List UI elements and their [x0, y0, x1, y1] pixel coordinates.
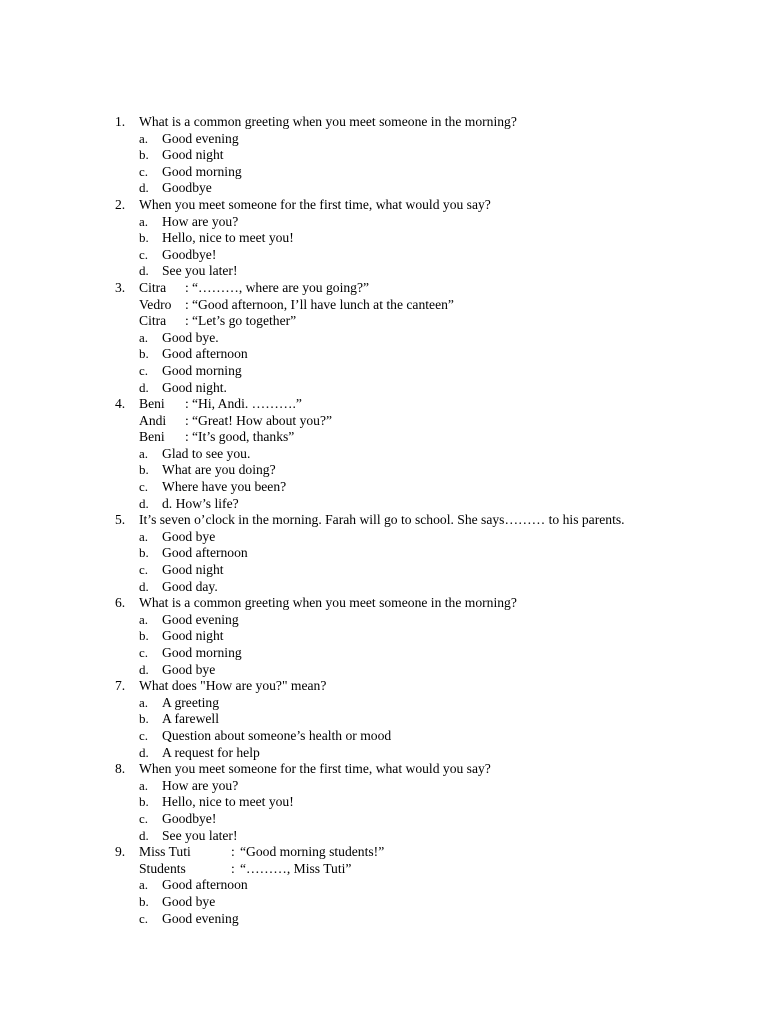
- question-number: 7.: [115, 678, 126, 694]
- question-item: [0, 512, 768, 595]
- option-letter: d.: [139, 263, 149, 279]
- dialogue-speaker: Beni: [139, 429, 165, 445]
- dialogue-speech: “………, where are you going?”: [192, 279, 370, 295]
- option-text: Good evening: [162, 910, 239, 926]
- option-letter: b.: [139, 711, 149, 727]
- option-text: A request for help: [162, 744, 260, 760]
- option-letter: d.: [139, 744, 149, 760]
- option-letter: d.: [139, 495, 149, 511]
- question-item: [0, 595, 768, 678]
- answer-option: [0, 894, 768, 911]
- option-text: Glad to see you.: [162, 445, 251, 461]
- question-item: [0, 844, 768, 927]
- option-text: Goodbye!: [162, 810, 217, 826]
- option-letter: a.: [139, 611, 149, 627]
- question-item: [0, 114, 768, 197]
- dialogue-line: [0, 429, 768, 446]
- option-letter: d.: [139, 578, 149, 594]
- answer-option: [0, 462, 768, 479]
- answer-option: [0, 230, 768, 247]
- option-text: Good night: [162, 147, 224, 163]
- dialogue-line: [0, 396, 768, 413]
- option-text: Good afternoon: [162, 346, 248, 362]
- dialogue-line: [0, 280, 768, 297]
- question-line: [0, 595, 768, 612]
- option-letter: b.: [139, 628, 149, 644]
- answer-option: [0, 794, 768, 811]
- answer-option: [0, 612, 768, 629]
- option-letter: c.: [139, 562, 149, 578]
- answer-option: [0, 877, 768, 894]
- option-letter: d.: [139, 180, 149, 196]
- option-letter: a.: [139, 329, 149, 345]
- question-line: [0, 512, 768, 529]
- option-text: Where have you been?: [162, 479, 287, 495]
- option-letter: a.: [139, 777, 149, 793]
- answer-option: [0, 545, 768, 562]
- question-number: 1.: [115, 114, 126, 129]
- dialogue-line: [0, 844, 768, 861]
- option-text: Hello, nice to meet you!: [162, 794, 294, 810]
- dialogue-colon: :: [185, 412, 189, 428]
- answer-option: [0, 346, 768, 363]
- question-list: [0, 114, 768, 927]
- dialogue-speaker: Beni: [139, 396, 165, 412]
- dialogue-line: [0, 297, 768, 314]
- option-letter: a.: [139, 130, 149, 146]
- option-letter: a.: [139, 877, 149, 893]
- dialogue-colon: :: [185, 313, 189, 329]
- dialogue-speech: “It’s good, thanks”: [192, 429, 295, 445]
- option-text: Good bye: [162, 661, 216, 677]
- answer-option: [0, 131, 768, 148]
- option-letter: b.: [139, 545, 149, 561]
- dialogue-speech: “………, Miss Tuti”: [240, 860, 352, 876]
- option-text: Good night.: [162, 379, 227, 395]
- option-text: See you later!: [162, 263, 238, 279]
- option-text: Goodbye!: [162, 246, 217, 262]
- answer-option: [0, 828, 768, 845]
- dialogue-colon: :: [231, 844, 235, 860]
- option-text: Good morning: [162, 163, 242, 179]
- dialogue-line: [0, 313, 768, 330]
- dialogue-speaker: Citra: [139, 313, 167, 329]
- option-letter: a.: [139, 694, 149, 710]
- option-letter: c.: [139, 727, 149, 743]
- option-text: Question about someone’s health or mood: [162, 727, 392, 743]
- option-letter: c.: [139, 163, 149, 179]
- dialogue-line: [0, 861, 768, 878]
- question-line: [0, 761, 768, 778]
- option-letter: d.: [139, 827, 149, 843]
- answer-option: [0, 479, 768, 496]
- answer-option: [0, 147, 768, 164]
- option-letter: b.: [139, 230, 149, 246]
- option-letter: b.: [139, 462, 149, 478]
- question-number: 2.: [115, 196, 126, 212]
- option-letter: d.: [139, 661, 149, 677]
- dialogue-speech: “Good afternoon, I’ll have lunch at the canteen”: [192, 296, 454, 312]
- question-item: [0, 396, 768, 512]
- dialogue-speech: “Great! How about you?”: [192, 412, 333, 428]
- answer-option: [0, 380, 768, 397]
- dialogue-colon: :: [185, 396, 189, 412]
- question-prompt: What is a common greeting when you meet someone in the morning?: [139, 114, 517, 129]
- answer-option: [0, 711, 768, 728]
- answer-option: [0, 529, 768, 546]
- option-letter: d.: [139, 379, 149, 395]
- option-letter: b.: [139, 346, 149, 362]
- dialogue-speaker: Miss Tuti: [139, 844, 191, 860]
- answer-option: [0, 214, 768, 231]
- dialogue-speaker: Andi: [139, 412, 167, 428]
- option-text: Good bye: [162, 528, 216, 544]
- question-item: [0, 280, 768, 396]
- option-text: See you later!: [162, 827, 238, 843]
- question-number: 4.: [115, 396, 126, 412]
- dialogue-line: [0, 413, 768, 430]
- option-letter: a.: [139, 213, 149, 229]
- dialogue-speech: “Hi, Andi. ……….”: [192, 396, 302, 412]
- answer-option: [0, 363, 768, 380]
- question-prompt: When you meet someone for the first time, what would you say?: [139, 761, 491, 777]
- answer-option: [0, 811, 768, 828]
- answer-option: [0, 695, 768, 712]
- question-prompt: What is a common greeting when you meet someone in the morning?: [139, 595, 517, 611]
- option-text: Good morning: [162, 362, 242, 378]
- option-text: Good afternoon: [162, 877, 248, 893]
- option-text: Goodbye: [162, 180, 212, 196]
- question-item: [0, 678, 768, 761]
- option-text: How are you?: [162, 213, 239, 229]
- question-prompt: When you meet someone for the first time, what would you say?: [139, 196, 491, 212]
- option-text: A greeting: [162, 694, 220, 710]
- option-text: Good afternoon: [162, 545, 248, 561]
- dialogue-speaker: Citra: [139, 279, 167, 295]
- answer-option: [0, 330, 768, 347]
- dialogue-speaker: Students: [139, 860, 186, 876]
- answer-option: [0, 446, 768, 463]
- dialogue-speaker: Vedro: [139, 296, 172, 312]
- question-prompt: What does "How are you?" mean?: [139, 678, 327, 694]
- question-line: [0, 678, 768, 695]
- question-number: 9.: [115, 844, 126, 860]
- option-text: d. How’s life?: [162, 495, 239, 511]
- answer-option: [0, 164, 768, 181]
- answer-option: [0, 247, 768, 264]
- question-number: 5.: [115, 512, 126, 528]
- dialogue-speech: “Let’s go together”: [192, 313, 297, 329]
- question-number: 6.: [115, 595, 126, 611]
- option-text: Good morning: [162, 645, 242, 660]
- option-text: What are you doing?: [162, 462, 276, 478]
- question-item: [0, 761, 768, 844]
- answer-option: [0, 728, 768, 745]
- option-text: Good evening: [162, 130, 239, 146]
- option-letter: c.: [139, 246, 149, 262]
- question-number: 8.: [115, 761, 126, 777]
- option-letter: a.: [139, 528, 149, 544]
- option-text: Good day.: [162, 578, 218, 594]
- option-text: A farewell: [162, 711, 219, 727]
- answer-option: [0, 778, 768, 795]
- option-text: Hello, nice to meet you!: [162, 230, 294, 246]
- option-text: Good night: [162, 628, 224, 644]
- answer-option: [0, 745, 768, 762]
- answer-option: [0, 180, 768, 197]
- option-letter: b.: [139, 893, 149, 909]
- dialogue-colon: :: [185, 296, 189, 312]
- question-line: [0, 114, 768, 131]
- answer-option: [0, 645, 768, 662]
- option-text: Good evening: [162, 611, 239, 627]
- option-letter: c.: [139, 645, 149, 660]
- option-letter: c.: [139, 910, 149, 926]
- answer-option: [0, 662, 768, 679]
- answer-option: [0, 911, 768, 928]
- option-text: How are you?: [162, 777, 239, 793]
- dialogue-colon: :: [231, 860, 235, 876]
- dialogue-speech: “Good morning students!”: [240, 844, 385, 860]
- answer-option: [0, 562, 768, 579]
- option-text: Good bye.: [162, 329, 219, 345]
- answer-option: [0, 263, 768, 280]
- option-text: Good night: [162, 562, 224, 578]
- answer-option: [0, 628, 768, 645]
- option-letter: a.: [139, 445, 149, 461]
- dialogue-colon: :: [185, 429, 189, 445]
- answer-option: [0, 496, 768, 513]
- option-letter: b.: [139, 147, 149, 163]
- answer-option: [0, 579, 768, 596]
- option-letter: c.: [139, 479, 149, 495]
- option-letter: b.: [139, 794, 149, 810]
- question-prompt: It’s seven o’clock in the morning. Farah will go to school. She says……… to his parents.: [139, 512, 625, 528]
- dialogue-colon: :: [185, 279, 189, 295]
- question-item: [0, 197, 768, 280]
- question-line: [0, 197, 768, 214]
- option-letter: c.: [139, 810, 149, 826]
- option-text: Good bye: [162, 893, 216, 909]
- option-letter: c.: [139, 362, 149, 378]
- question-number: 3.: [115, 279, 126, 295]
